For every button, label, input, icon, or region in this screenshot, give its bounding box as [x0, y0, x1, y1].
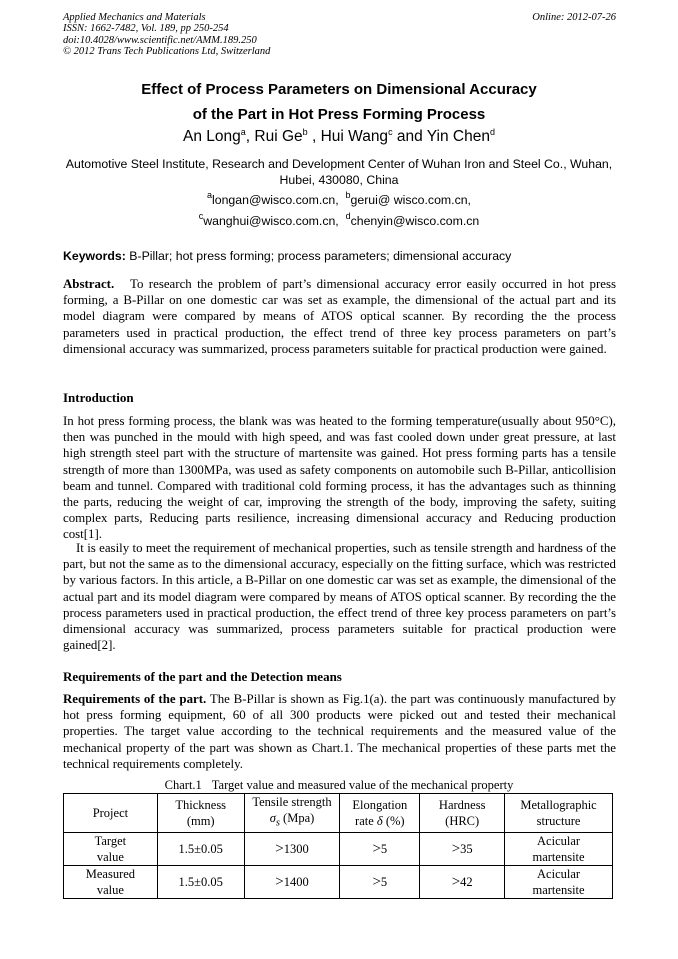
keywords-text: B-Pillar; hot press forming; process parameters; dimensional accuracy [129, 249, 512, 263]
paper-title-line-1: Effect of Process Parameters on Dimensional Accuracy [141, 81, 537, 98]
cell-elongation: >5 [340, 832, 420, 865]
cell-project: Measured value [64, 865, 158, 898]
email-marker: d [345, 211, 351, 221]
email-address: gerui@ wisco.com.cn, [350, 193, 471, 207]
author-name: An Long [183, 128, 241, 145]
header-elongation: Elongation rate δ (%) [340, 794, 420, 833]
cell-thickness: 1.5±0.05 [157, 865, 244, 898]
email-address: wanghui@wisco.com.cn, [203, 214, 339, 228]
author-marker: b [302, 127, 308, 137]
paper-title-line-2: of the Part in Hot Press Forming Process [192, 106, 486, 123]
header-project: Project [64, 794, 158, 833]
cell-tensile: >1400 [244, 865, 340, 898]
abstract-label: Abstract. [63, 277, 115, 291]
cell-thickness: 1.5±0.05 [157, 832, 244, 865]
requirements-paragraph [63, 691, 616, 772]
abstract-paragraph [63, 276, 616, 357]
journal-name: Applied Mechanics and Materials [63, 12, 206, 23]
author-name: Yin Chen [426, 128, 490, 145]
email-line-1 [0, 190, 678, 207]
cell-elongation: >5 [340, 865, 420, 898]
keywords-label: Keywords: [63, 249, 126, 263]
requirements-run-in: Requirements of the part. [63, 692, 207, 706]
table-header-row [64, 794, 613, 833]
email-marker: c [198, 211, 204, 221]
header-metallographic: Metallographic structure [505, 794, 613, 833]
table-caption-number: Chart.1 [164, 778, 202, 792]
header-tensile-strength: Tensile strength $\sigma_s$ (Mpa) [244, 794, 340, 833]
email-address: chenyin@wisco.com.cn [350, 214, 480, 228]
introduction-paragraph-2: It is easily to meet the requirement of mechanical properties, such as tensile strength and hardness of the part, but not the same as to the dimensional accuracy, especially on the fitting surface, which was restricted by various factors. In this article, a B-Pillar on one domestic car was set as example, the dimensional of the actual part and its model diagram were compared by means of ATOS optical scanner. By recording the the process parameters used in practical production, the effect trend of three key process parameters on part’s dimensional accuracy was summarized, process parameters suitable for practical production were gained[2]. [63, 541, 616, 653]
issn-line: ISSN: 1662-7482, Vol. 189, pp 250-254 [63, 23, 229, 35]
table-caption [0, 778, 678, 793]
author-marker: a [240, 127, 246, 137]
requirements-heading: Requirements of the part and the Detection means [63, 669, 342, 684]
author-separator: , [307, 128, 321, 145]
author-name: Hui Wang [320, 128, 389, 145]
author-marker: d [489, 127, 495, 137]
cell-project: Target value [64, 832, 158, 865]
author-name: Rui Ge [254, 128, 303, 145]
email-line-2 [0, 211, 678, 228]
header-thickness: Thickness (mm) [157, 794, 244, 833]
introduction-paragraph-1: In hot press forming process, the blank was was heated to the forming temperature(usually about 950°C), then was punched in the mould with high speed, and was fast cooled down under great pressure, at last high strength steel part with the structure of martensite was gained. Hot press forming parts has a tensile strength of more than 1300MPa, was used as safety components on automobile such B-Pillar, anticollision beam and tunnel. Compared with traditional cold forming process, it has the advantages such as thinning the parts, reducing the weight of car, improving the strength of the body, improving the safety, suiting complex parts, Reducing parts resilience, increasing dimensional accuracy and Reducing production cost[1]. [63, 414, 616, 542]
cell-metallographic: Acicular martensite [505, 865, 613, 898]
keywords-line [63, 249, 616, 263]
journal-header [63, 12, 616, 57]
table-row [64, 832, 613, 865]
online-date: Online: 2012-07-26 [532, 12, 616, 23]
cell-hardness: >42 [420, 865, 505, 898]
doi-line: doi:10.4028/www.scientific.net/AMM.189.250 [63, 34, 257, 46]
table-row [64, 865, 613, 898]
requirements-text: The B-Pillar is shown as Fig.1(a). the part was continuously manufactured by hot press forming equipment, 60 of all 300 products were picked out and tested their mechanical properties. The target value according to the technical requirements and the measured value of the mechanical property of the part was shown as Chart.1. The mechanical properties of these parts met the technical requirements completely. [63, 692, 616, 771]
abstract-text: To research the problem of part’s dimensional accuracy error easily occurred in hot press forming, a B-Pillar on one domestic car was set as example, the dimensional of the actual part and its model diagram were compared by means of ATOS optical scanner. By recording the the process parameters used in practical production, the effect trend of three key process parameters on part’s dimensional accuracy was summarized, process parameters suitable for practical production were gained. [63, 277, 617, 356]
header-hardness: Hardness (HRC) [420, 794, 505, 833]
introduction-heading: Introduction [63, 390, 134, 405]
affiliation: Automotive Steel Institute, Research and Development Center of Wuhan Iron and Steel Co., Wuhan, Hubei, 430080, China [65, 157, 613, 187]
cell-metallographic: Acicular martensite [505, 832, 613, 865]
author-separator: and [392, 128, 427, 145]
email-address: longan@wisco.com.cn, [212, 193, 339, 207]
email-marker: b [345, 190, 351, 200]
table-caption-text: Target value and measured value of the mechanical property [211, 778, 514, 792]
mechanical-property-table [63, 793, 613, 899]
author-marker: c [388, 127, 393, 137]
author-list [0, 128, 678, 146]
author-separator: , [245, 128, 255, 145]
copyright-line: © 2012 Trans Tech Publications Ltd, Switzerland [63, 45, 271, 57]
cell-tensile: >1300 [244, 832, 340, 865]
email-marker: a [207, 190, 213, 200]
cell-hardness: >35 [420, 832, 505, 865]
